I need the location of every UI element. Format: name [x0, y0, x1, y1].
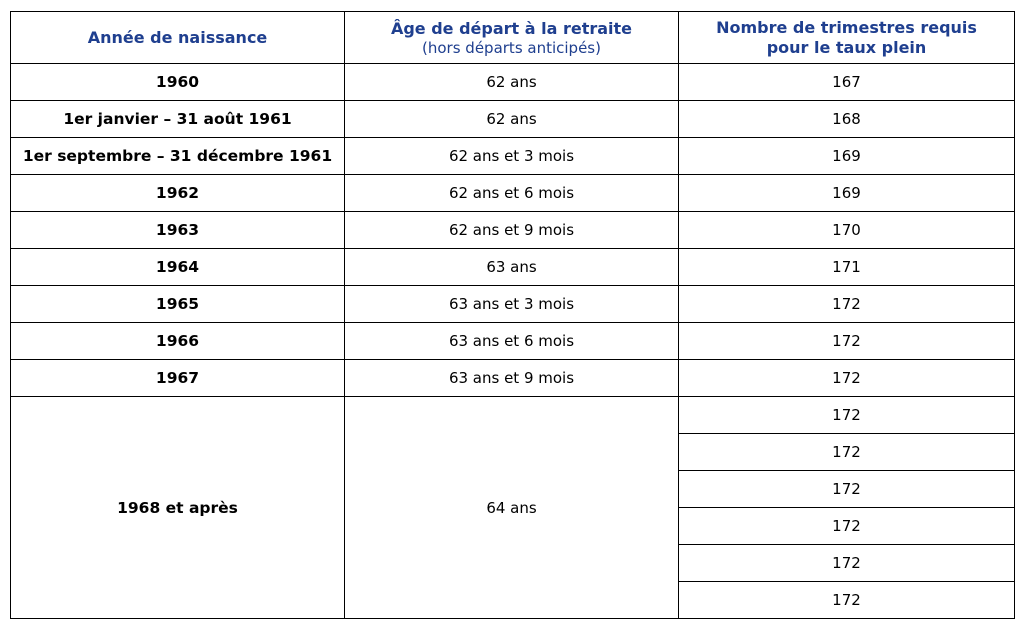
- required-quarters-cell: 172: [679, 286, 1015, 323]
- table-row: [11, 323, 1015, 360]
- required-quarters-cell: 172: [679, 397, 1015, 434]
- header-required-quarters: [679, 12, 1015, 64]
- table-row: [11, 64, 1015, 101]
- required-quarters-cell: 172: [679, 323, 1015, 360]
- header-required-quarters-line1: Nombre de trimestres requis: [716, 17, 977, 37]
- birth-year-cell: 1966: [11, 323, 345, 360]
- table-row: [11, 212, 1015, 249]
- birth-year-cell: 1960: [11, 64, 345, 101]
- retirement-age-cell: 62 ans: [345, 101, 679, 138]
- required-quarters-cell: 171: [679, 249, 1015, 286]
- birth-year-cell: 1er septembre – 31 décembre 1961: [11, 138, 345, 175]
- birth-year-cell: 1964: [11, 249, 345, 286]
- required-quarters-cell: 172: [679, 545, 1015, 582]
- table-row: [11, 286, 1015, 323]
- header-required-quarters-line2: pour le taux plein: [766, 37, 927, 57]
- table-header-row: [11, 12, 1015, 64]
- retirement-age-cell: 62 ans et 6 mois: [345, 175, 679, 212]
- required-quarters-cell: 168: [679, 101, 1015, 138]
- header-retirement-age-title: Âge de départ à la retraite: [390, 18, 633, 38]
- birth-year-cell: 1965: [11, 286, 345, 323]
- header-retirement-age-note: (hors départs anticipés): [422, 38, 601, 57]
- table-row: [11, 138, 1015, 175]
- required-quarters-cell: 169: [679, 175, 1015, 212]
- header-retirement-age: [345, 12, 679, 64]
- required-quarters-cell: 172: [679, 360, 1015, 397]
- required-quarters-cell: 169: [679, 138, 1015, 175]
- retirement-age-cell: 63 ans et 9 mois: [345, 360, 679, 397]
- required-quarters-cell: 167: [679, 64, 1015, 101]
- table-row: [11, 397, 1015, 434]
- retirement-age-cell-last: 64 ans: [345, 397, 679, 619]
- required-quarters-cell: 172: [679, 508, 1015, 545]
- required-quarters-cell: 170: [679, 212, 1015, 249]
- table-row: [11, 175, 1015, 212]
- birth-year-cell: 1er janvier – 31 août 1961: [11, 101, 345, 138]
- birth-year-cell: 1967: [11, 360, 345, 397]
- header-birth-year: Année de naissance: [11, 12, 345, 64]
- table-row: [11, 249, 1015, 286]
- retirement-table: [10, 11, 1015, 619]
- required-quarters-cell: 172: [679, 582, 1015, 619]
- retirement-age-cell: 62 ans et 9 mois: [345, 212, 679, 249]
- retirement-age-cell: 62 ans et 3 mois: [345, 138, 679, 175]
- birth-year-cell: 1962: [11, 175, 345, 212]
- table-row: [11, 360, 1015, 397]
- retirement-age-cell: 63 ans et 6 mois: [345, 323, 679, 360]
- birth-year-cell-last: 1968 et après: [11, 397, 345, 619]
- required-quarters-cell: 172: [679, 471, 1015, 508]
- table-row: [11, 101, 1015, 138]
- birth-year-cell: 1963: [11, 212, 345, 249]
- retirement-age-cell: 62 ans: [345, 64, 679, 101]
- retirement-age-cell: 63 ans et 3 mois: [345, 286, 679, 323]
- required-quarters-cell: 172: [679, 434, 1015, 471]
- retirement-age-cell: 63 ans: [345, 249, 679, 286]
